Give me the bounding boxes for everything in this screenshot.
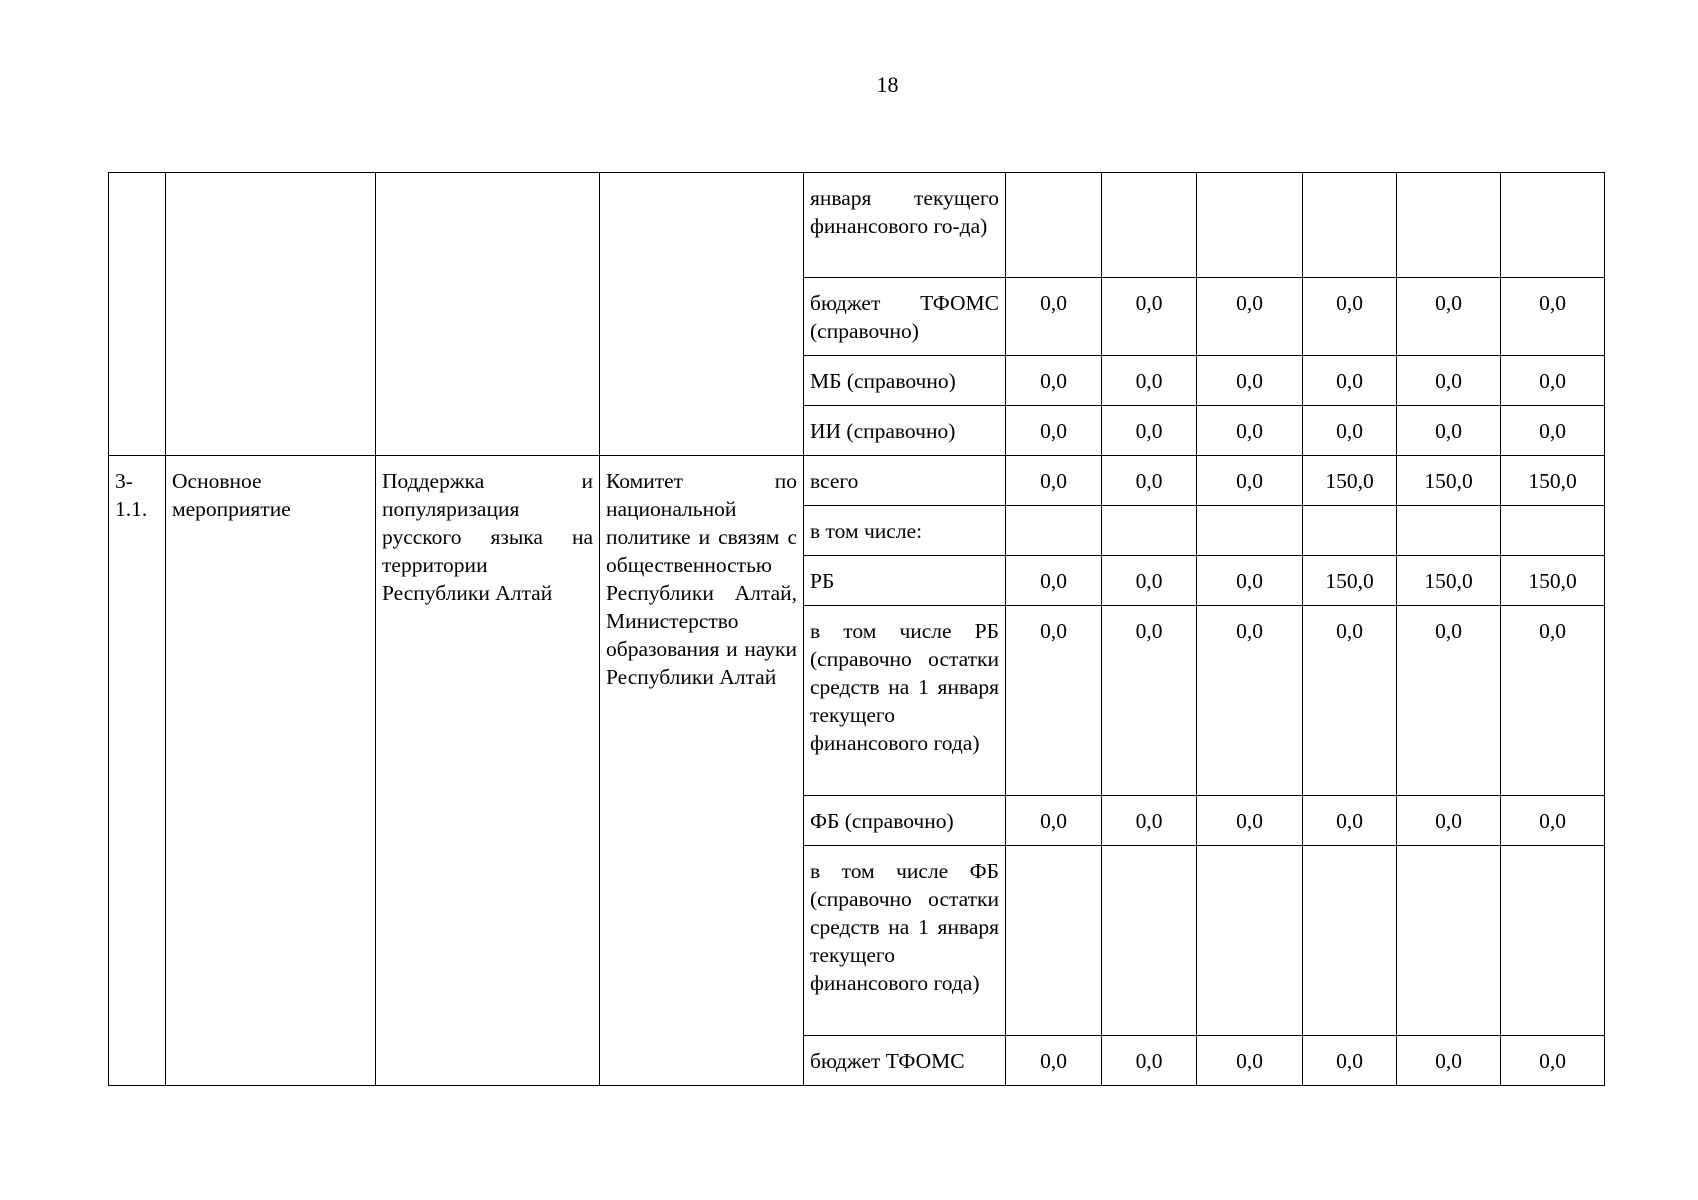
value-cell: 0,0	[1397, 406, 1501, 456]
value-cell: 0,0	[1006, 606, 1102, 796]
value-cell: 150,0	[1501, 456, 1605, 506]
measure-number: 3-1.1.	[109, 456, 166, 1086]
value-cell: 0,0	[1501, 1036, 1605, 1086]
measure-name: Поддержка и популяризация русского языка на территории Республики Алтай	[376, 456, 600, 1086]
budget-table	[108, 172, 1605, 1086]
value-cell	[1397, 846, 1501, 1036]
value-cell: 0,0	[1397, 1036, 1501, 1086]
value-cell	[1501, 506, 1605, 556]
value-cell: 0,0	[1501, 796, 1605, 846]
funding-source-label: в том числе РБ (справочно остатки средств на 1 января текущего финансового года)	[804, 606, 1006, 796]
value-cell: 0,0	[1303, 1036, 1397, 1086]
value-cell	[1397, 506, 1501, 556]
value-cell: 0,0	[1102, 406, 1197, 456]
value-cell: 0,0	[1501, 278, 1605, 356]
funding-source-label: ФБ (справочно)	[804, 796, 1006, 846]
funding-source-label: ИИ (справочно)	[804, 406, 1006, 456]
value-cell	[1501, 846, 1605, 1036]
page-number: 18	[876, 72, 899, 97]
empty-cell	[600, 173, 804, 456]
table-row	[109, 173, 1605, 278]
value-cell: 0,0	[1006, 406, 1102, 456]
value-cell: 0,0	[1197, 556, 1303, 606]
value-cell	[1102, 506, 1197, 556]
value-cell	[1102, 173, 1197, 278]
value-cell: 0,0	[1303, 796, 1397, 846]
table-row	[109, 456, 1605, 506]
value-cell: 0,0	[1102, 456, 1197, 506]
value-cell	[1303, 846, 1397, 1036]
value-cell	[1006, 506, 1102, 556]
value-cell: 0,0	[1397, 278, 1501, 356]
value-cell: 0,0	[1197, 406, 1303, 456]
funding-source-label: января текущего финансового го-да)	[804, 173, 1006, 278]
value-cell: 150,0	[1501, 556, 1605, 606]
empty-cell	[166, 173, 376, 456]
value-cell: 0,0	[1501, 356, 1605, 406]
value-cell: 0,0	[1102, 1036, 1197, 1086]
value-cell: 0,0	[1197, 1036, 1303, 1086]
value-cell: 0,0	[1102, 278, 1197, 356]
measure-executor: Комитет по национальной политике и связям с общественностью Республики Алтай, Министерство образования и науки Республики Алтай	[600, 456, 804, 1086]
value-cell	[1501, 173, 1605, 278]
value-cell: 0,0	[1303, 606, 1397, 796]
value-cell: 150,0	[1397, 556, 1501, 606]
value-cell: 0,0	[1303, 278, 1397, 356]
funding-source-label: бюджет ТФОМС (справочно)	[804, 278, 1006, 356]
value-cell: 0,0	[1303, 356, 1397, 406]
value-cell: 0,0	[1102, 606, 1197, 796]
value-cell: 150,0	[1303, 456, 1397, 506]
value-cell	[1397, 173, 1501, 278]
value-cell: 0,0	[1006, 556, 1102, 606]
value-cell: 0,0	[1397, 356, 1501, 406]
value-cell	[1006, 173, 1102, 278]
value-cell: 0,0	[1006, 278, 1102, 356]
value-cell: 0,0	[1397, 606, 1501, 796]
funding-source-label: в том числе ФБ (справочно остатки средств на 1 января текущего финансового года)	[804, 846, 1006, 1036]
value-cell: 0,0	[1303, 406, 1397, 456]
value-cell	[1303, 506, 1397, 556]
value-cell: 0,0	[1197, 796, 1303, 846]
value-cell: 0,0	[1197, 356, 1303, 406]
value-cell: 0,0	[1006, 456, 1102, 506]
value-cell: 0,0	[1197, 278, 1303, 356]
value-cell: 0,0	[1006, 796, 1102, 846]
value-cell: 0,0	[1501, 406, 1605, 456]
value-cell	[1197, 506, 1303, 556]
value-cell	[1303, 173, 1397, 278]
value-cell: 0,0	[1501, 606, 1605, 796]
value-cell: 0,0	[1006, 1036, 1102, 1086]
value-cell: 0,0	[1102, 356, 1197, 406]
funding-source-label: бюджет ТФОМС	[804, 1036, 1006, 1086]
value-cell: 0,0	[1006, 356, 1102, 406]
value-cell: 0,0	[1197, 606, 1303, 796]
value-cell: 0,0	[1397, 796, 1501, 846]
value-cell: 0,0	[1102, 556, 1197, 606]
value-cell: 150,0	[1303, 556, 1397, 606]
value-cell	[1102, 846, 1197, 1036]
value-cell: 0,0	[1197, 456, 1303, 506]
value-cell	[1197, 846, 1303, 1036]
funding-source-label: МБ (справочно)	[804, 356, 1006, 406]
empty-cell	[376, 173, 600, 456]
funding-source-label: всего	[804, 456, 1006, 506]
value-cell	[1006, 846, 1102, 1036]
funding-source-label: РБ	[804, 556, 1006, 606]
value-cell: 150,0	[1397, 456, 1501, 506]
funding-source-label: в том числе:	[804, 506, 1006, 556]
empty-cell	[109, 173, 166, 456]
measure-type: Основное мероприятие	[166, 456, 376, 1086]
value-cell	[1197, 173, 1303, 278]
value-cell: 0,0	[1102, 796, 1197, 846]
